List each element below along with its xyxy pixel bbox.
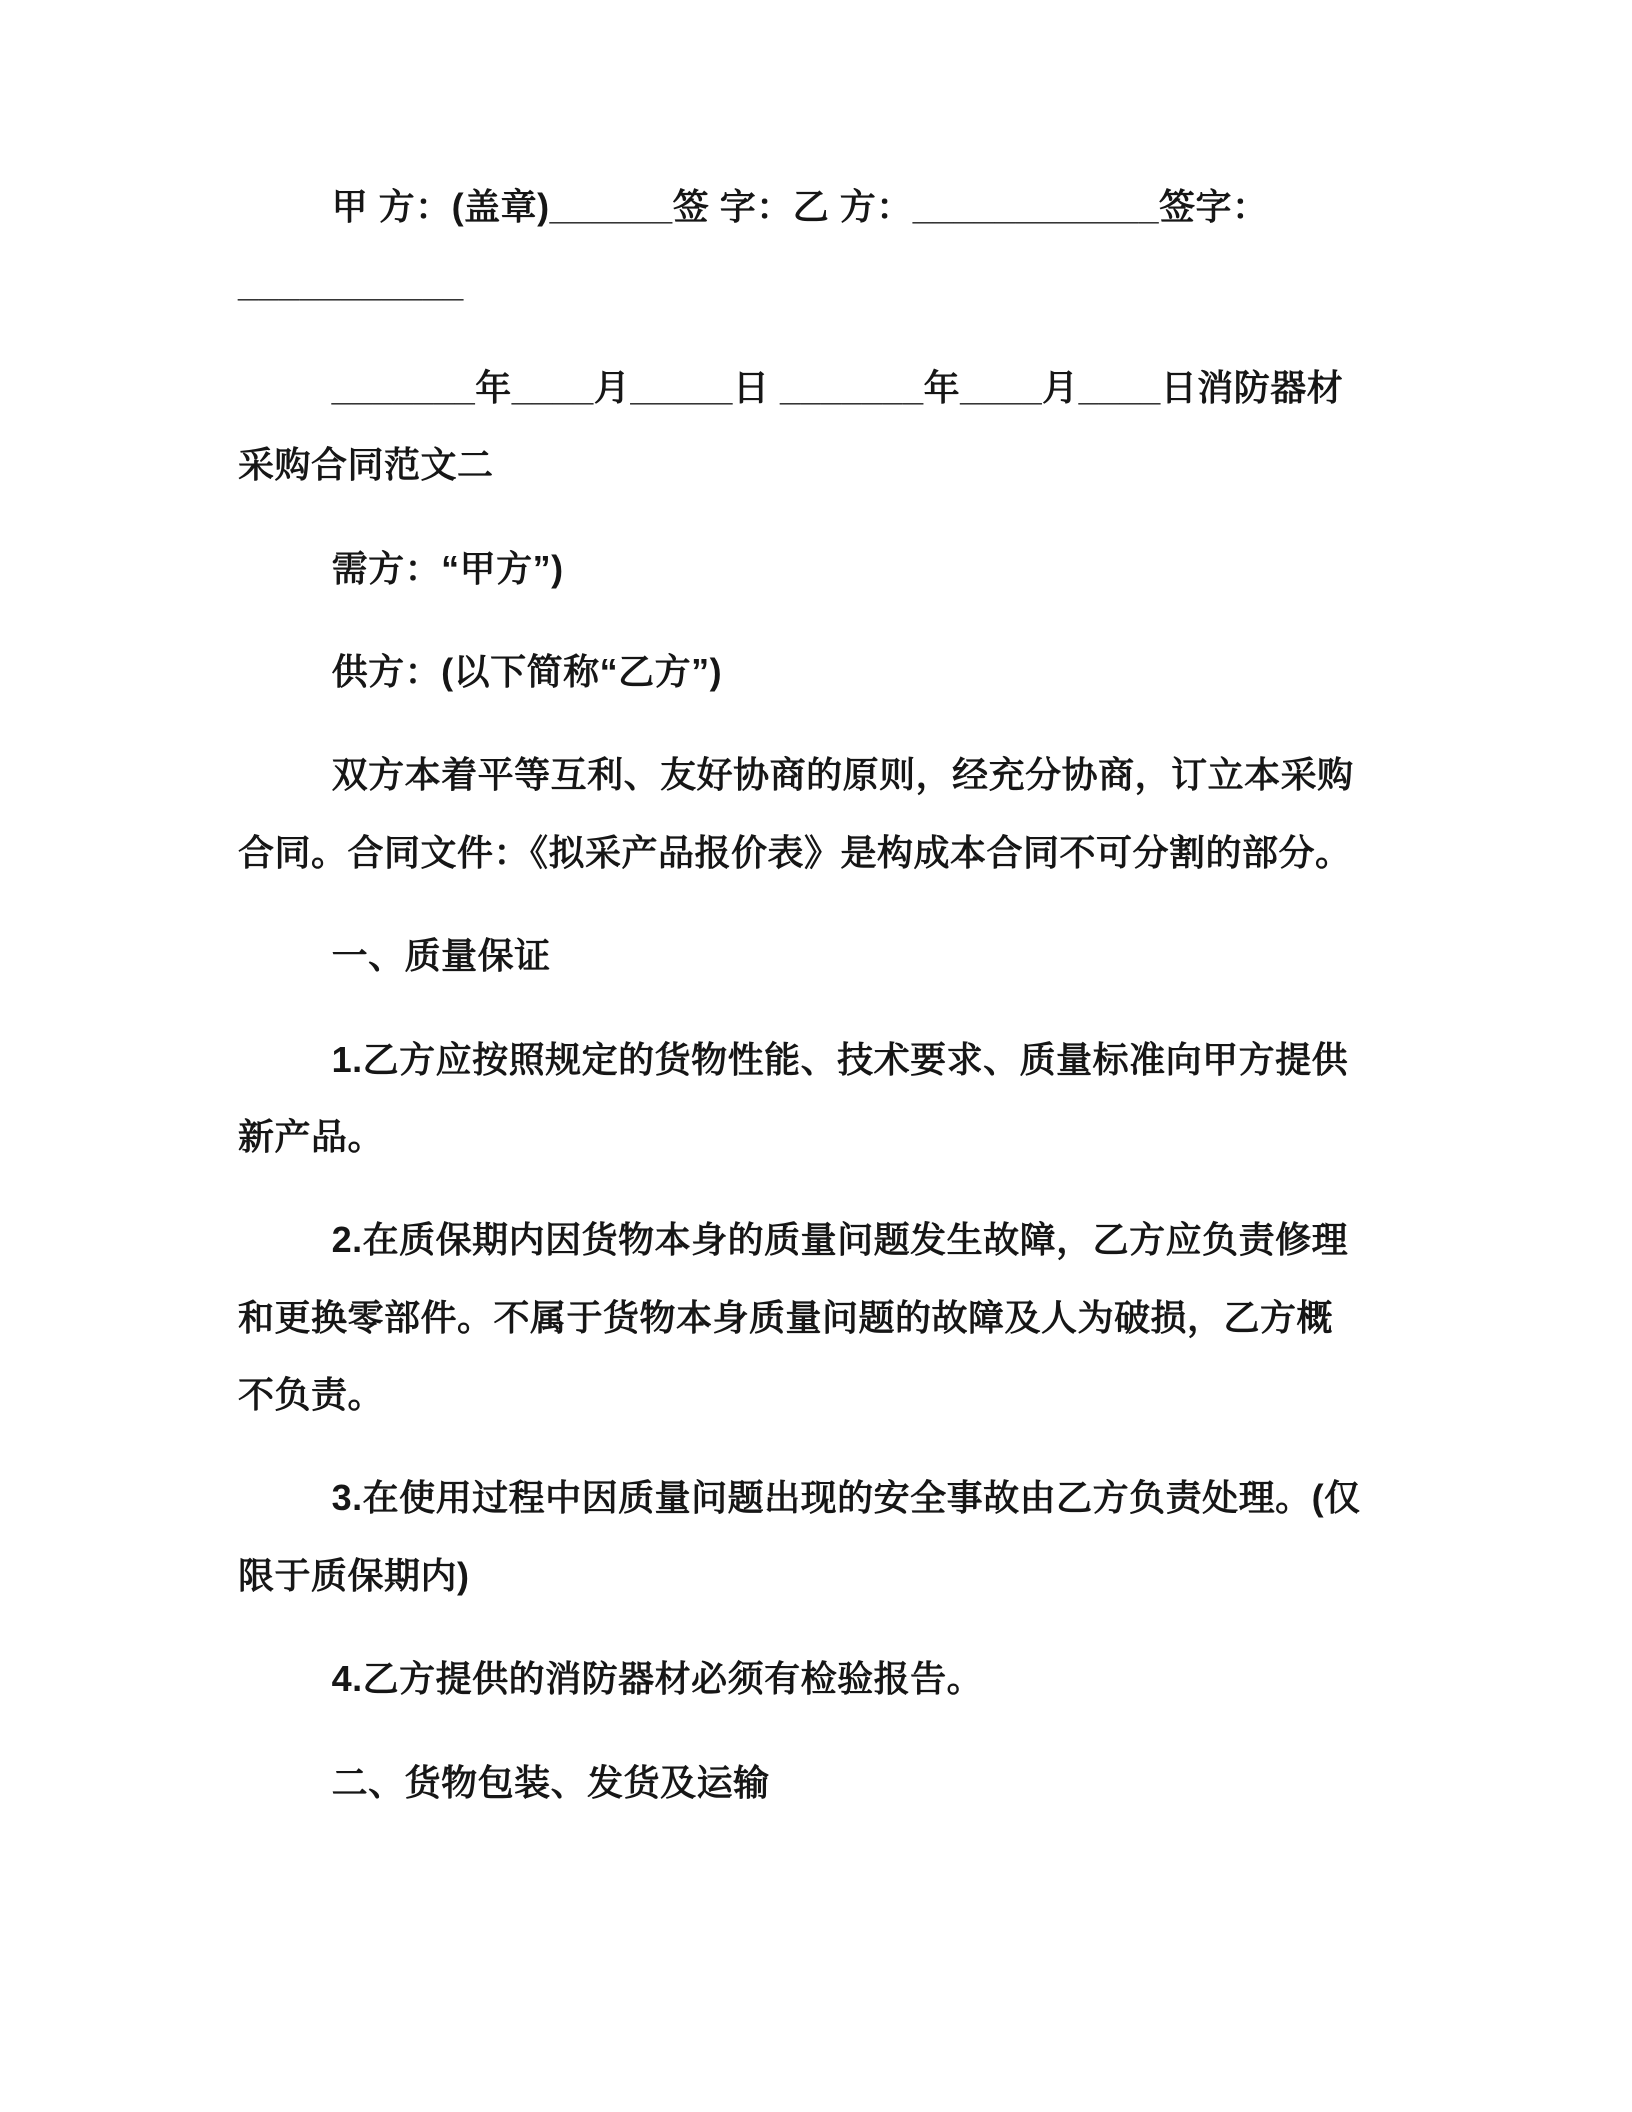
paragraph-preamble: [238, 736, 1392, 891]
text-line: 供方：(以下简称“乙方”): [331, 650, 723, 692]
text-line: 新产品。: [238, 1115, 385, 1157]
text-line: 二、货物包装、发货及运输: [331, 1761, 770, 1803]
paragraph-section-2-heading: [238, 1744, 1392, 1821]
text-line: ___________: [238, 263, 464, 305]
text-line: 4.乙方提供的消防器材必须有检验报告。: [331, 1658, 984, 1700]
text-line: 不负责。: [238, 1374, 385, 1416]
paragraph-supplier: [238, 633, 1392, 710]
text-line: 甲 方：(盖章)______签 字：乙 方：____________签字：: [331, 186, 1269, 227]
paragraph-clause-4: [238, 1640, 1392, 1717]
text-line: 采购合同范文二: [238, 444, 494, 486]
text-line: 一、质量保证: [331, 935, 551, 977]
paragraph-section-1-heading: [238, 917, 1392, 994]
text-line: 双方本着平等互利、友好协商的原则，经充分协商，订立本采购: [331, 754, 1354, 796]
text-line: 1.乙方应按照规定的货物性能、技术要求、质量标准向甲方提供: [331, 1038, 1349, 1080]
paragraph-clause-1: [238, 1021, 1392, 1176]
text-line: 3.在使用过程中因质量问题出现的安全事故由乙方负责处理。(仅: [331, 1477, 1361, 1519]
paragraph-signature: [238, 168, 1392, 323]
text-line: 需方：“甲方”): [331, 547, 564, 589]
text-line: 限于质保期内): [238, 1554, 470, 1596]
paragraph-clause-3: [238, 1459, 1392, 1614]
text-line: 和更换零部件。不属于货物本身质量问题的故障及人为破损，乙方概: [238, 1296, 1334, 1338]
text-line: 2.在质保期内因货物本身的质量问题发生故障，乙方应负责修理: [331, 1219, 1349, 1261]
paragraph-date: [238, 349, 1392, 504]
paragraph-clause-2: [238, 1201, 1392, 1433]
text-line: 合同。合同文件：《拟采产品报价表》是构成本合同不可分割的部分。: [238, 831, 1352, 873]
paragraph-demander: [238, 530, 1392, 607]
text-line: _______年____月_____日 _______年____月____日消防器材: [331, 366, 1344, 408]
